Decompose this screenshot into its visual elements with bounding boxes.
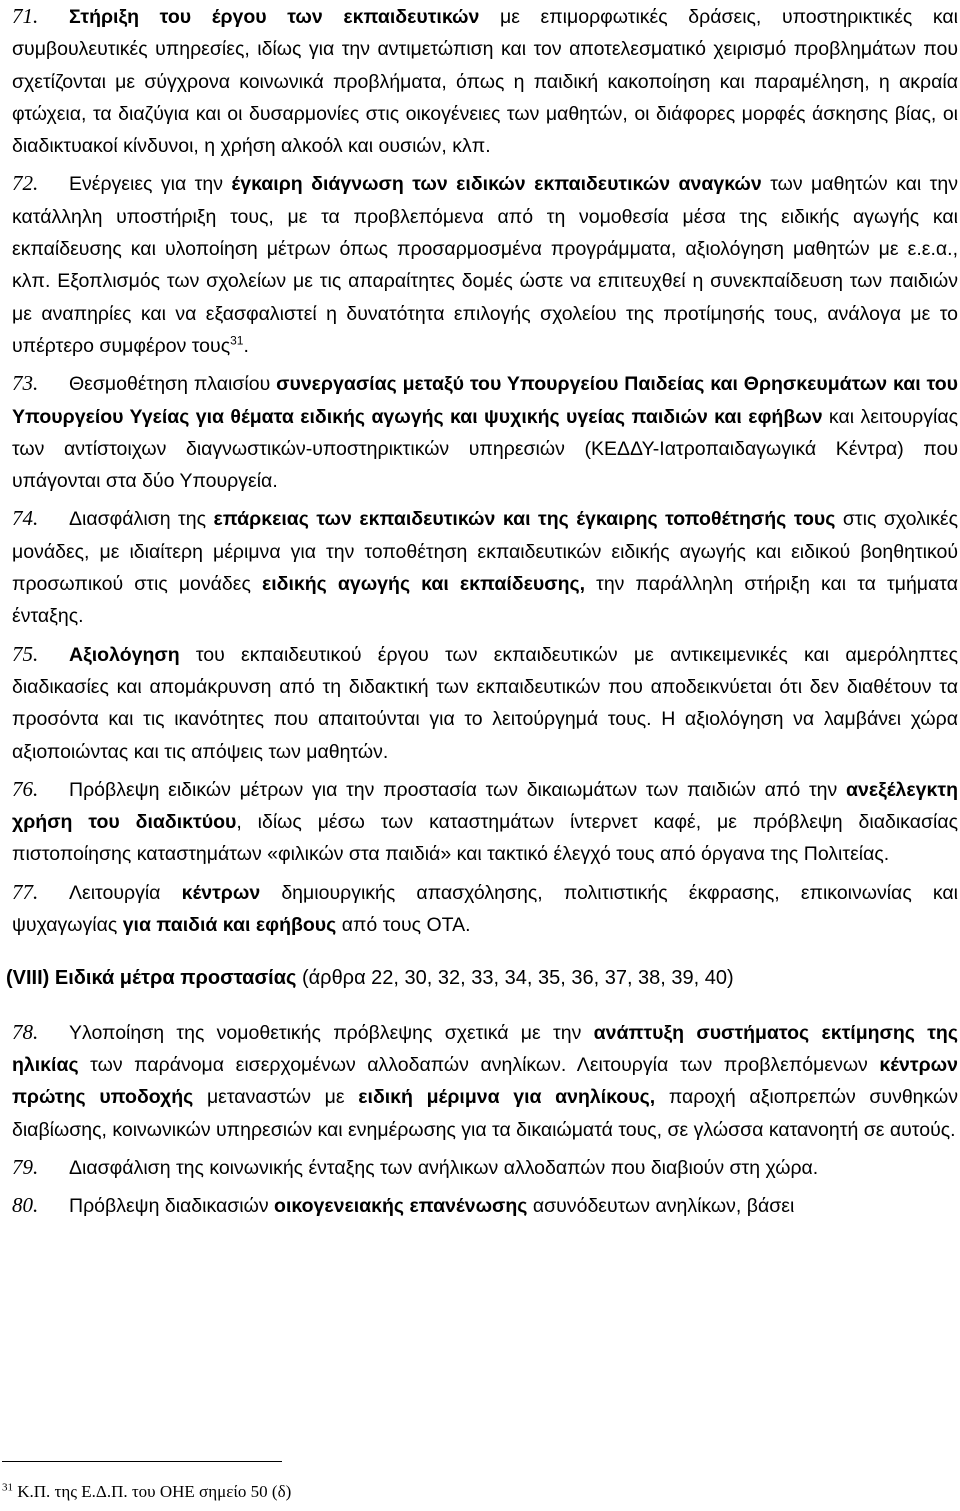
section-heading — [6, 962, 958, 994]
bold-text: οικογενειακής επανένωσης — [274, 1195, 528, 1218]
paragraph-number: 78. — [12, 1019, 39, 1044]
text-run: στις σχολικές μονάδες, με ιδιαίτερη μέριμνα για την τοποθέτηση εκπαιδευτικών ειδικής αγωγής και ειδικού βοηθητικού προσωπικού στις μονάδες — [12, 508, 959, 596]
paragraph-number: 80. — [12, 1193, 39, 1218]
text-run: παροχή αξιοπρεπών συνθηκών διαβίωσης, κοινωνικών υπηρεσιών και ενημέρωσης για τα δικαιώματά τους, σε γλώσσα κατανοητή σε αυτούς. — [12, 1086, 958, 1141]
text-run: , ιδίως μέσω των καταστημάτων ίντερνετ καφέ, με πρόβλεψη διαδικασίας πιστοποίησης καταστημάτων «φιλικών στα παιδιά» και τακτικό έλεγχό τους από όργανα της Πολιτείας. — [12, 811, 959, 866]
text-run: (άρθρα 22, 30, 32, 33, 34, 35, 36, 37, 38, 39, 40) — [296, 967, 734, 990]
text-run: και λειτουργίας των αντίστοιχων διαγνωστικών-υποστηρικτικών υπηρεσιών (ΚΕΔΔΥ-Ιατροπαιδαγωγικά Κέντρα) που υπάγονται στα δύο Υπουργεία. — [12, 405, 959, 493]
text-run: μεταναστών με — [193, 1086, 359, 1109]
text-run: Ενέργειες για την — [69, 173, 232, 196]
text-run: Πρόβλεψη ειδικών μέτρων για την προστασία των δικαιωμάτων των παιδιών από την — [69, 778, 846, 801]
numbered-paragraphs-continued — [12, 1016, 958, 1223]
paragraph-item — [12, 167, 958, 362]
paragraph-number: 74. — [12, 506, 39, 531]
paragraph-item — [12, 367, 958, 497]
text-run: Λειτουργία — [69, 881, 182, 904]
bold-text: επάρκειας των εκπαιδευτικών και της έγκαιρης τοποθέτησής τους — [213, 508, 836, 531]
text-run: με επιμορφωτικές δράσεις, υποστηρικτικές και συμβουλευτικές υπηρεσίες, ιδίως για την αντιμετώπιση και τον αποτελεσματικό χειρισμό προβλημάτων που σχετίζονται με σύγχρονα κοινωνικά προβλήματα, όπως η παιδική κακοποίηση και παραμέληση, η ακραία φτώχεια, τα διαζύγια και οι δυσαρμονίες στις οικογένειες των μαθητών, οι διάφορες μορφές άσκησης βίας, οι διαδικτυακοί κίνδυνοι, η χρήση αλκοόλ και ουσιών, κλπ. — [12, 6, 958, 158]
bold-text: συνεργασίας μεταξύ του Υπουργείου Παιδείας και Θρησκευμάτων και του Υπουργείου Υγείας για θέματα ειδικής αγωγής και ψυχικής υγείας παιδιών και εφήβων — [12, 373, 958, 428]
text-run: . — [243, 334, 249, 357]
paragraph-number: 71. — [12, 4, 39, 28]
text-run: Διασφάλιση της κοινωνικής ένταξης των ανήλικων αλλοδαπών που διαβιούν στη χώρα. — [69, 1156, 819, 1179]
footnote-divider — [2, 1461, 282, 1462]
text-run: των παράνομα εισερχομένων αλλοδαπών ανηλίκων. Λειτουργία των προβλεπόμενων — [78, 1053, 880, 1076]
footnote — [2, 1480, 291, 1504]
bold-text: κέντρων — [181, 881, 261, 904]
paragraph-item — [12, 0, 958, 162]
paragraph-number: 76. — [12, 776, 39, 801]
text-run: Θεσμοθέτηση πλαισίου — [69, 373, 277, 396]
text-run: ασυνόδευτων ανηλίκων, βάσει — [527, 1195, 795, 1218]
paragraph-number: 79. — [12, 1154, 39, 1179]
text-run: δημιουργικής απασχόλησης, πολιτιστικής έκφρασης, επικοινωνίας και ψυχαγωγίας — [12, 881, 958, 937]
text-run: Υλοποίηση της νομοθετικής πρόβλεψης σχετικά με την — [69, 1021, 594, 1044]
document-body — [6, 0, 959, 1227]
bold-text: έγκαιρη διάγνωση των ειδικών εκπαιδευτικών αναγκών — [231, 173, 762, 196]
paragraph-item — [12, 502, 958, 632]
text-run: Διασφάλιση της — [69, 508, 214, 531]
footnote-text: Κ.Π. της Ε.Δ.Π. του ΟΗΕ σημείο 50 (δ) — [13, 1482, 292, 1501]
paragraph-item — [12, 876, 958, 942]
text-run: την παράλληλη στήριξη και τα τμήματα ένταξης. — [12, 573, 958, 628]
paragraph-number: 77. — [12, 879, 39, 904]
paragraph-number: 72. — [12, 171, 39, 196]
paragraph-item — [12, 1016, 958, 1146]
text-run: του εκπαιδευτικού έργου των εκπαιδευτικών με αντικειμενικές και αμερόληπτες διαδικασίες και απομάκρυνση από τη διδακτική των εκπαιδευτικών που αποδεικνύεται ότι δεν διαθέτουν τα προσόντα και τις ικανότητες που απαιτούνται για το λειτούργημά τους. Η αξιολόγηση να λαμβάνει χώρα αξιοποιώντας και τις απόψεις των μαθητών. — [12, 643, 958, 763]
paragraph-number: 73. — [12, 371, 39, 396]
text-run: από τους ΟΤΑ. — [336, 914, 471, 937]
bold-text: ειδικής αγωγής και εκπαίδευσης, — [261, 573, 586, 596]
bold-text: κέντρων πρώτης υποδοχής — [12, 1053, 958, 1109]
text-run: Πρόβλεψη διαδικασιών — [69, 1195, 275, 1218]
paragraph-item — [12, 638, 958, 768]
paragraph-item — [12, 773, 958, 871]
text-run: των μαθητών και την κατάλληλη υποστήριξη τους, με τα προβλεπόμενα από τη νομοθεσία μέσα της ειδικής αγωγής και εκπαίδευσης και υλοποίηση μέτρων όπως προσαρμοσμένα προγράμματα, αξιολόγηση μαθητών με ε.ε.α., κλπ. Εξοπλισμός των σχολείων με τις απαραίτητες δομές ώστε να επιτευχθεί η συνεκπαίδευση των παιδιών με αναπηρίες και να εξασφαλιστεί η δυνατότητα επιλογής σχολείου της προτίμησής τους, ανάλογα με το υπέρτερο συμφέρον τους — [12, 173, 958, 357]
bold-text: Αξιολόγηση — [69, 643, 180, 666]
footnote-mark: 31 — [2, 1481, 13, 1494]
bold-text: ανάπτυξη συστήματος εκτίμησης της ηλικίας — [12, 1021, 958, 1076]
bold-text: ειδική μέριμνα για ανηλίκους, — [358, 1086, 656, 1109]
bold-text: (VIII) Ειδικά μέτρα προστασίας — [6, 967, 297, 990]
bold-text: Στήριξη του έργου των εκπαιδευτικών — [69, 6, 480, 28]
paragraph-item — [12, 1151, 958, 1184]
paragraph-number: 75. — [12, 641, 39, 666]
bold-text: για παιδιά και εφήβους — [122, 914, 337, 937]
paragraph-item — [12, 1189, 958, 1222]
footnote-reference: 31 — [230, 333, 244, 348]
numbered-paragraphs — [12, 0, 958, 941]
bold-text: ανεξέλεγκτη χρήση του διαδικτύου — [12, 778, 958, 834]
